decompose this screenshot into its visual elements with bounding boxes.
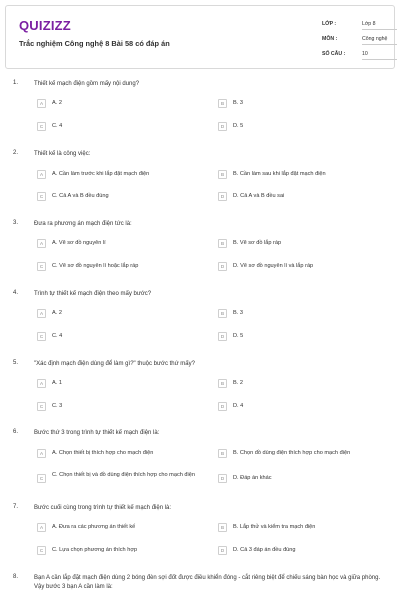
question-number: 2. — [13, 150, 19, 156]
option-text: D. Cả 3 đáp án đều đúng — [233, 547, 296, 553]
option-text: C. 3 — [52, 403, 63, 409]
option-letter: C — [37, 332, 46, 341]
option-letter: B — [218, 239, 227, 248]
option-text: A. 2 — [52, 100, 62, 106]
option-letter: B — [218, 170, 227, 179]
option-letter: D — [218, 122, 227, 131]
option-text: B. Lắp thử và kiểm tra mạch điện — [233, 524, 316, 530]
question-text: Đưa ra phương án mạch điện tức là: — [34, 221, 132, 227]
question-text: Bạn A cần lắp đặt mạch điện dùng 2 bóng đèn sợi đốt được điều khiển đóng - cắt riêng biệt để chiếu sáng bàn học và giữa phòng. Vậy bước 3 bạn A cần làm là: — [34, 575, 381, 590]
option-text: A. Vẽ sơ đồ nguyên lí — [52, 240, 106, 246]
option-text: A. Chọn thiết bị thích hợp cho mạch điện — [52, 450, 154, 456]
option-letter: B — [218, 449, 227, 458]
option-text: D. Vẽ sơ đồ nguyên lí và lắp ráp — [233, 263, 314, 269]
option-letter: A — [37, 99, 46, 108]
option-letter: D — [218, 402, 227, 411]
option-text: C. Lựa chọn phương án thích hợp — [52, 547, 138, 553]
option-letter: D — [218, 546, 227, 555]
option-text: B. Vẽ sơ đồ lắp ráp — [233, 240, 282, 246]
option-text: C. 4 — [52, 123, 63, 129]
option-text: C. Chọn thiết bị và đồ dùng điện thích hợp cho mạch điện — [52, 472, 195, 478]
option-letter: C — [37, 546, 46, 555]
question-number: 8. — [13, 574, 19, 580]
worksheet-header — [5, 5, 395, 69]
question-text: "Xác định mạch điện dùng để làm gì?" thuộc bước thứ mấy? — [34, 361, 195, 367]
page-title: Trắc nghiệm Công nghệ 8 Bài 58 có đáp án — [19, 39, 170, 48]
option-letter: A — [37, 523, 46, 532]
option-letter: C — [37, 262, 46, 271]
option-text: C. 4 — [52, 333, 63, 339]
option-text: A. 2 — [52, 310, 62, 316]
option-text: B. 3 — [233, 100, 243, 106]
option-letter: C — [37, 192, 46, 201]
question-text: Bước cuối cùng trong trình tự thiết kế mạch điện là: — [34, 505, 172, 511]
option-letter: D — [218, 262, 227, 271]
meta-value: Lớp 8 — [362, 21, 397, 30]
option-letter: A — [37, 379, 46, 388]
option-letter: C — [37, 474, 46, 483]
meta-label: SỐ CÂU : — [322, 51, 346, 57]
option-letter: D — [218, 474, 227, 483]
meta-value: Công nghệ — [362, 36, 397, 45]
option-letter: A — [37, 449, 46, 458]
option-letter: A — [37, 309, 46, 318]
option-letter: A — [37, 170, 46, 179]
option-text: D. Đáp án khác — [233, 475, 272, 481]
option-text: C. Cả A và B đều đúng — [52, 193, 109, 199]
option-letter: B — [218, 523, 227, 532]
option-text: B. Chọn đồ dùng điện thích hợp cho mạch điện — [233, 450, 351, 456]
question-text: Bước thứ 3 trong trình tự thiết kế mạch điện là: — [34, 430, 160, 436]
option-letter: C — [37, 122, 46, 131]
option-letter: B — [218, 309, 227, 318]
option-text: A. Cần làm trước khi lắp đặt mạch điện — [52, 171, 150, 177]
option-text: B. Cần làm sau khi lắp đặt mạch điện — [233, 171, 326, 177]
option-letter: D — [218, 332, 227, 341]
question-text: Trình tự thiết kế mạch điện theo mấy bước? — [34, 291, 152, 297]
question-number: 7. — [13, 504, 19, 510]
option-text: D. 5 — [233, 333, 244, 339]
option-letter: C — [37, 402, 46, 411]
option-letter: A — [37, 239, 46, 248]
option-letter: B — [218, 379, 227, 388]
option-letter: D — [218, 192, 227, 201]
question-number: 6. — [13, 429, 19, 435]
question-number: 1. — [13, 80, 19, 86]
option-text: B. 3 — [233, 310, 243, 316]
question-number: 4. — [13, 290, 19, 296]
quizizz-logo: QUIZIZZ — [19, 18, 71, 33]
option-text: D. 5 — [233, 123, 244, 129]
question-text: Thiết kế là công việc: — [34, 151, 91, 157]
option-text: A. 1 — [52, 380, 62, 386]
meta-label: MÔN : — [322, 36, 338, 42]
option-text: D. Cả A và B đều sai — [233, 193, 285, 199]
meta-value: 10 — [362, 51, 397, 60]
option-text: D. 4 — [233, 403, 244, 409]
question-number: 5. — [13, 360, 19, 366]
option-letter: B — [218, 99, 227, 108]
option-text: C. Vẽ sơ đồ nguyên lí hoặc lắp ráp — [52, 263, 139, 269]
option-text: A. Đưa ra các phương án thiết kế — [52, 524, 136, 530]
meta-label: LỚP : — [322, 21, 337, 27]
question-number: 3. — [13, 220, 19, 226]
option-text: B. 2 — [233, 380, 243, 386]
question-text: Thiết kế mạch điện gồm mấy nội dung? — [34, 81, 140, 87]
